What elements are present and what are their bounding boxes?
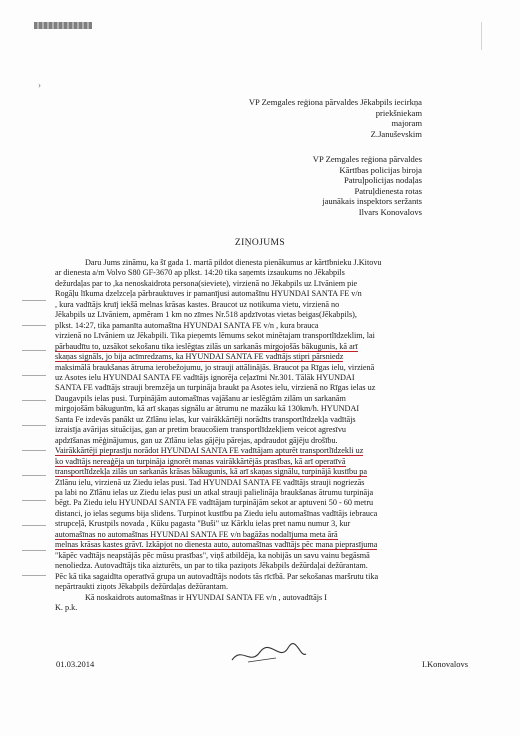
report-date: 01.03.2014 (56, 659, 95, 669)
body-text-line: SANTA FE vadītājs strauji bremzēja un turpināja braukt pa Asotes ielu, virzienā no Rīgas ielas uz (55, 383, 376, 393)
body-text-line: apdzīšanas mēģinājumus, gan uz Zīlānu ielas gājēju pārejas, apdraudot gājēju drošību. (55, 435, 338, 445)
scan-artifact-edge (481, 22, 498, 50)
highlighted-text: skaņas signāls, jo bija acīmredzams, ka HYUNDAI SANTA FE vadītājs stipri pārsniedz (55, 352, 344, 362)
body-text-line: Kā noskaidrots automašīnas ir HYUNDAI SANTA FE v/n , autovadītājs I (85, 592, 327, 602)
sender-line: Kārtības policijas biroja (339, 164, 422, 175)
body-text-line: plkst. 14:27, tika pamanīta automašīna HYUNDAI SANTA FE v/n , kura brauca (55, 320, 319, 330)
margin-tick: › (38, 80, 41, 90)
body-text-line: nenoliedza. Autovadītājs tika aizturēts, un par to tika paziņots Jēkabpils dežūrdaļai dežūrantam. (55, 561, 368, 571)
highlighted-text: transportlīdzekļa zilās un sarkanās krāsas bākugunis, kā arī skaņas signālu, turpinājā kustību pa (55, 467, 367, 477)
body-text-line (55, 342, 475, 352)
body-text-line: distanci, jo ielas segums bija slidens. Turpinot kustību pa Ziedu ielu automašīnas vadītājs iebrauca (55, 508, 378, 518)
body-text-line: Zīlānu ielu, virzienā uz Ziedu ielas pusi. Tad HYUNDAI SANTA FE vadītājs strauji nogriezās (55, 477, 365, 487)
body-text-line: mirgojošām bākugunīm, kā arī skaņas signālu ar ātrumu ne mazāku kā 130km/h. HYUNDAI (55, 404, 360, 414)
body-text-line: Daugavpils ielas pusi. Turpinājām automašīnas vajāšanu ar ieslēgtām zilām un sarkanām (55, 393, 346, 403)
body-text-line: ar dienesta a/m Volvo S80 GF-3670 ap plkst. 14:20 tika saņemts izsaukums no Jēkabpils (55, 268, 345, 278)
body-text-line (55, 457, 475, 467)
body-text-line: strupceļā, Krustpils novada , Kūku pagasta "Buši" uz Kārklu ielas pret namu numur 3, kur (55, 519, 351, 529)
addressee-line: Z.Januševskim (370, 128, 422, 139)
body-text-line: uz Asotes ielu HYUNDAI SANTA FE vadītājs ignorēja ceļazīmi Nr.301. Tālāk HYUNDAI (55, 372, 355, 382)
document-title: ZIŅOJUMS (234, 238, 286, 248)
signature-mark (228, 640, 308, 668)
body-text-line: nepārtraukti ziņots Jēkabpils dežūrdaļas dežūrantam. (55, 582, 229, 592)
highlighted-text: melnas krāsas kastes grāvī. Izkāpjot no dienesta auto, automašīnas vadītājs pēc mana pieprasījuma (55, 540, 378, 550)
body-text-line: Daru Jums zināmu, ka šī gada 1. martā pildot dienesta pienākumus ar kārtībnieku J.Kitovu (85, 258, 382, 267)
sender-line: VP Zemgales reģiona pārvaldes (312, 154, 422, 164)
addressee-block (249, 97, 422, 139)
body-text-line: Rogāļu līkuma dzelzceļa pārbrauktuves ir pamanījusi automašīnu HYUNDAI SANTA FE v/n (55, 289, 362, 299)
body-text-line (55, 530, 475, 540)
body-text-line (55, 467, 475, 477)
body-text-line: Pēc kā tika sagaidīta operatīvā grupa un autovadītājs nodots tās rīcībā. Par sekošanas maršrutu tika (55, 571, 379, 581)
sender-line: Patruļdienesta rotas (354, 185, 422, 196)
body-text-line: maksimālā braukšanas ātruma ierobežojumu, jo strauji attālinājās. Braucot pa Rīgas ielu, virzienā (55, 362, 375, 372)
addressee-line: majoram (391, 118, 422, 129)
body-text-line: virzienā no Līvāniem uz Jēkabpili. Tika pieņemts lēmums sekot minētajam transportlīdzeklim, lai (55, 331, 375, 341)
body-text-line: Santa Fe izdevās panākt uz Zīlānu ielas, kur vairākkārtēji norādīts transportlīdzekļa vadītājs (55, 414, 356, 424)
body-text-line: "kāpēc vadītājs neapstājās pēc mūsu prasības", viņš atbildēja, ka nobijās un savu vainu begāsmā (55, 550, 370, 560)
body-text-line: pa labi no Zīlānu ielas uz Ziedu ielas pusi un atkal strauji palielināja braukšanas ātrumu turpināja (55, 487, 374, 497)
body-text-line: izraisīja avārijas situācijas, gan ar pretim braucošiem transportlīdzekļiem veicot agresīvu (55, 425, 347, 435)
scan-artifact (34, 22, 92, 29)
body-text-line: Jēkabpils uz Līvāniem, apmēram 1 km no zīmes Nr.518 apdzīvotas vietas beigas(Jēkabpils), (55, 310, 357, 320)
margin-hole-punch-marks (22, 300, 46, 630)
body-text-line (55, 446, 475, 456)
sender-line: Ilvars Konovalovs (358, 206, 422, 217)
highlighted-text: automašīnas no automašīnas HYUNDAI SANTA FE v/n bagāžas nodalījuma meta ārā (55, 529, 338, 539)
author-name: I.Konovalovs (422, 659, 469, 669)
highlighted-text: ko vadītājs nereaģēja un turpināja ignorēt manas vairākkārtējās prasības, kā arī operatīvā (55, 456, 346, 466)
body-text-line: K. p.k. (55, 602, 78, 612)
report-body (55, 258, 475, 613)
body-text-line: dežurdaļas par to ,ka nenoskaidrota persona(sieviete), virzienā no Jēkabpils uz Līvāniem pie (55, 278, 358, 288)
body-text-line: , kura vadītājs kruīj iekšā melnas krāsas kastes. Braucot uz notikuma vietu, virzienā no (55, 299, 340, 309)
sender-line: jaunākais inspektors seržants (322, 196, 422, 207)
highlighted-text: pārbaudītu to, uzsākot sekošanu tika ieslēgtas zilās un sarkanās mirgojošās bākugunis, kā arī (55, 341, 358, 351)
body-text-line (55, 352, 475, 362)
sender-block (313, 154, 422, 218)
body-text-line: bēgt. Pa Ziedu ielu HYUNDAI SANTA FE vadītājam turpinājām sekot ar aptuveni 50 - 60 metru (55, 498, 374, 508)
highlighted-text: Vairākkārtēji pieprasīju norādot HYUNDAI SANTA FE vadītājam apturēt transportlīdzekli uz (55, 446, 364, 456)
addressee-line: priekšniekam (375, 107, 422, 118)
sender-line: Patruļpolicijas nodaļas (343, 175, 422, 186)
body-text-line (55, 540, 475, 550)
addressee-line: VP Zemgales reģiona pārvaldes Jēkabpils iecirkņa (248, 97, 422, 107)
